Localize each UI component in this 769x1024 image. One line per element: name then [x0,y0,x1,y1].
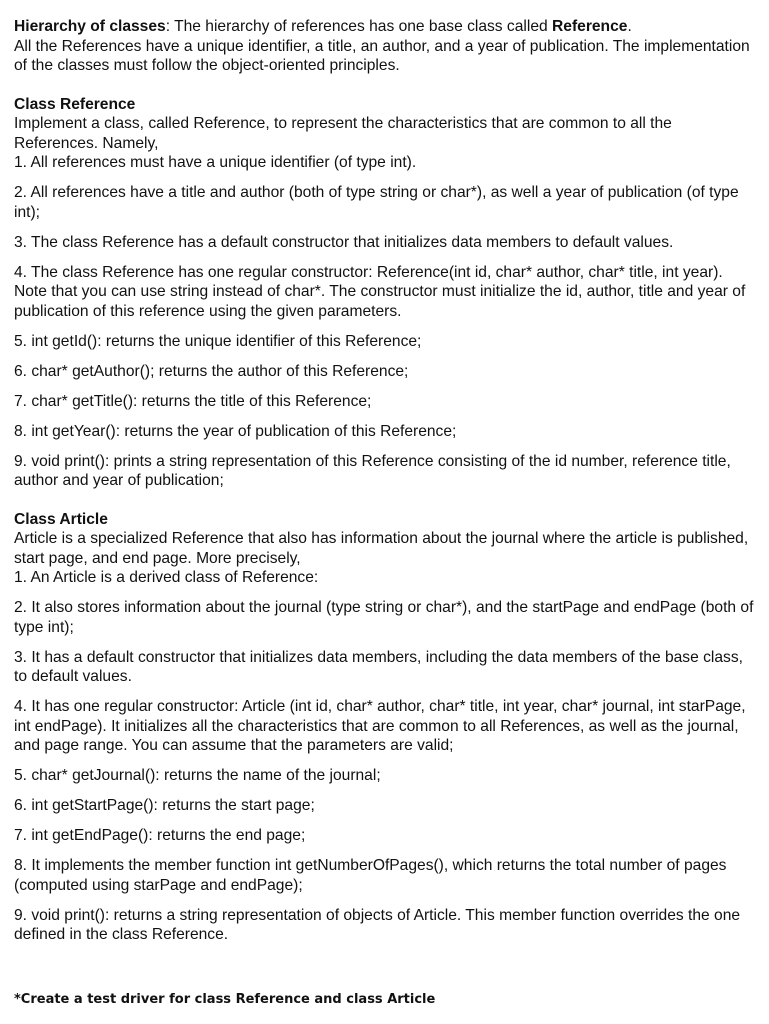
reference-item-9: 9. void print(): prints a string representation of this Reference consisting of the id number, reference title, author and year of publication; [14,452,731,489]
intro-label: Hierarchy of classes [14,18,166,35]
reference-item-5: 5. int getId(): returns the unique identifier of this Reference; [14,332,422,350]
base-class-name: Reference [552,18,628,35]
intro-text-1: : The hierarchy of references has one base class called [165,18,553,35]
article-item-3: 3. It has a default constructor that initializes data members, including the data members of the base class, to default values. [14,648,743,685]
reference-section [14,95,759,491]
article-section-title: Class Article [14,510,108,528]
reference-item-3: 3. The class Reference has a default constructor that initializes data members to default values. [14,233,674,251]
document-page [14,17,759,945]
reference-item-2: 2. All references have a title and author (both of type string or char*), as well a year of publication (of type int); [14,184,739,221]
intro-text-2: . [627,18,632,35]
article-item-6: 6. int getStartPage(): returns the start page; [14,797,315,814]
reference-description: Implement a class, called Reference, to represent the characteristics that are common to all the References. Namely, [14,115,672,152]
reference-item-4: 4. The class Reference has one regular constructor: Reference(int id, char* author, char* title, int year). Note that you can use string instead of char*. The constructor must initialize the id, author, title and year of publication of this reference using the given parameters. [14,263,746,320]
article-item-2: 2. It also stores information about the journal (type string or char*), and the startPage and endPage (both of type int); [14,599,754,636]
footer-note: *Create a test driver for class Reference and class Article [14,992,436,1007]
article-item-8: 8. It implements the member function int getNumberOfPages(), which returns the total number of pages (computed using starPage and endPage); [14,857,727,894]
reference-section-title: Class Reference [14,95,136,113]
article-item-7: 7. int getEndPage(): returns the end page; [14,827,306,844]
reference-item-7: 7. char* getTitle(): returns the title of this Reference; [14,392,372,410]
article-description: Article is a specialized Reference that also has information about the journal where the article is published, start page, and end page. More precisely, [14,530,749,567]
article-item-4: 4. It has one regular constructor: Article (int id, char* author, char* title, int year, char* journal, int starPage, int endPage). It initializes all the characteristics that are common to all References, as well as the journal, and page range. You can assume that the parameters are valid; [14,698,746,754]
article-item-1: 1. An Article is a derived class of Reference: [14,569,319,586]
reference-item-8: 8. int getYear(): returns the year of publication of this Reference; [14,422,457,440]
intro-paragraph [14,17,759,76]
reference-item-1: 1. All references must have a unique identifier (of type int). [14,154,417,171]
intro-line-2: All the References have a unique identifier, a title, an author, and a year of publication. The implementation of the classes must follow the object-oriented principles. [14,37,750,74]
article-item-9: 9. void print(): returns a string representation of objects of Article. This member function overrides the one defined in the class Reference. [14,906,741,943]
intro-line [14,17,759,37]
article-section [14,510,759,945]
article-item-5: 5. char* getJournal(): returns the name of the journal; [14,767,381,784]
reference-item-6: 6. char* getAuthor(); returns the author of this Reference; [14,362,409,380]
